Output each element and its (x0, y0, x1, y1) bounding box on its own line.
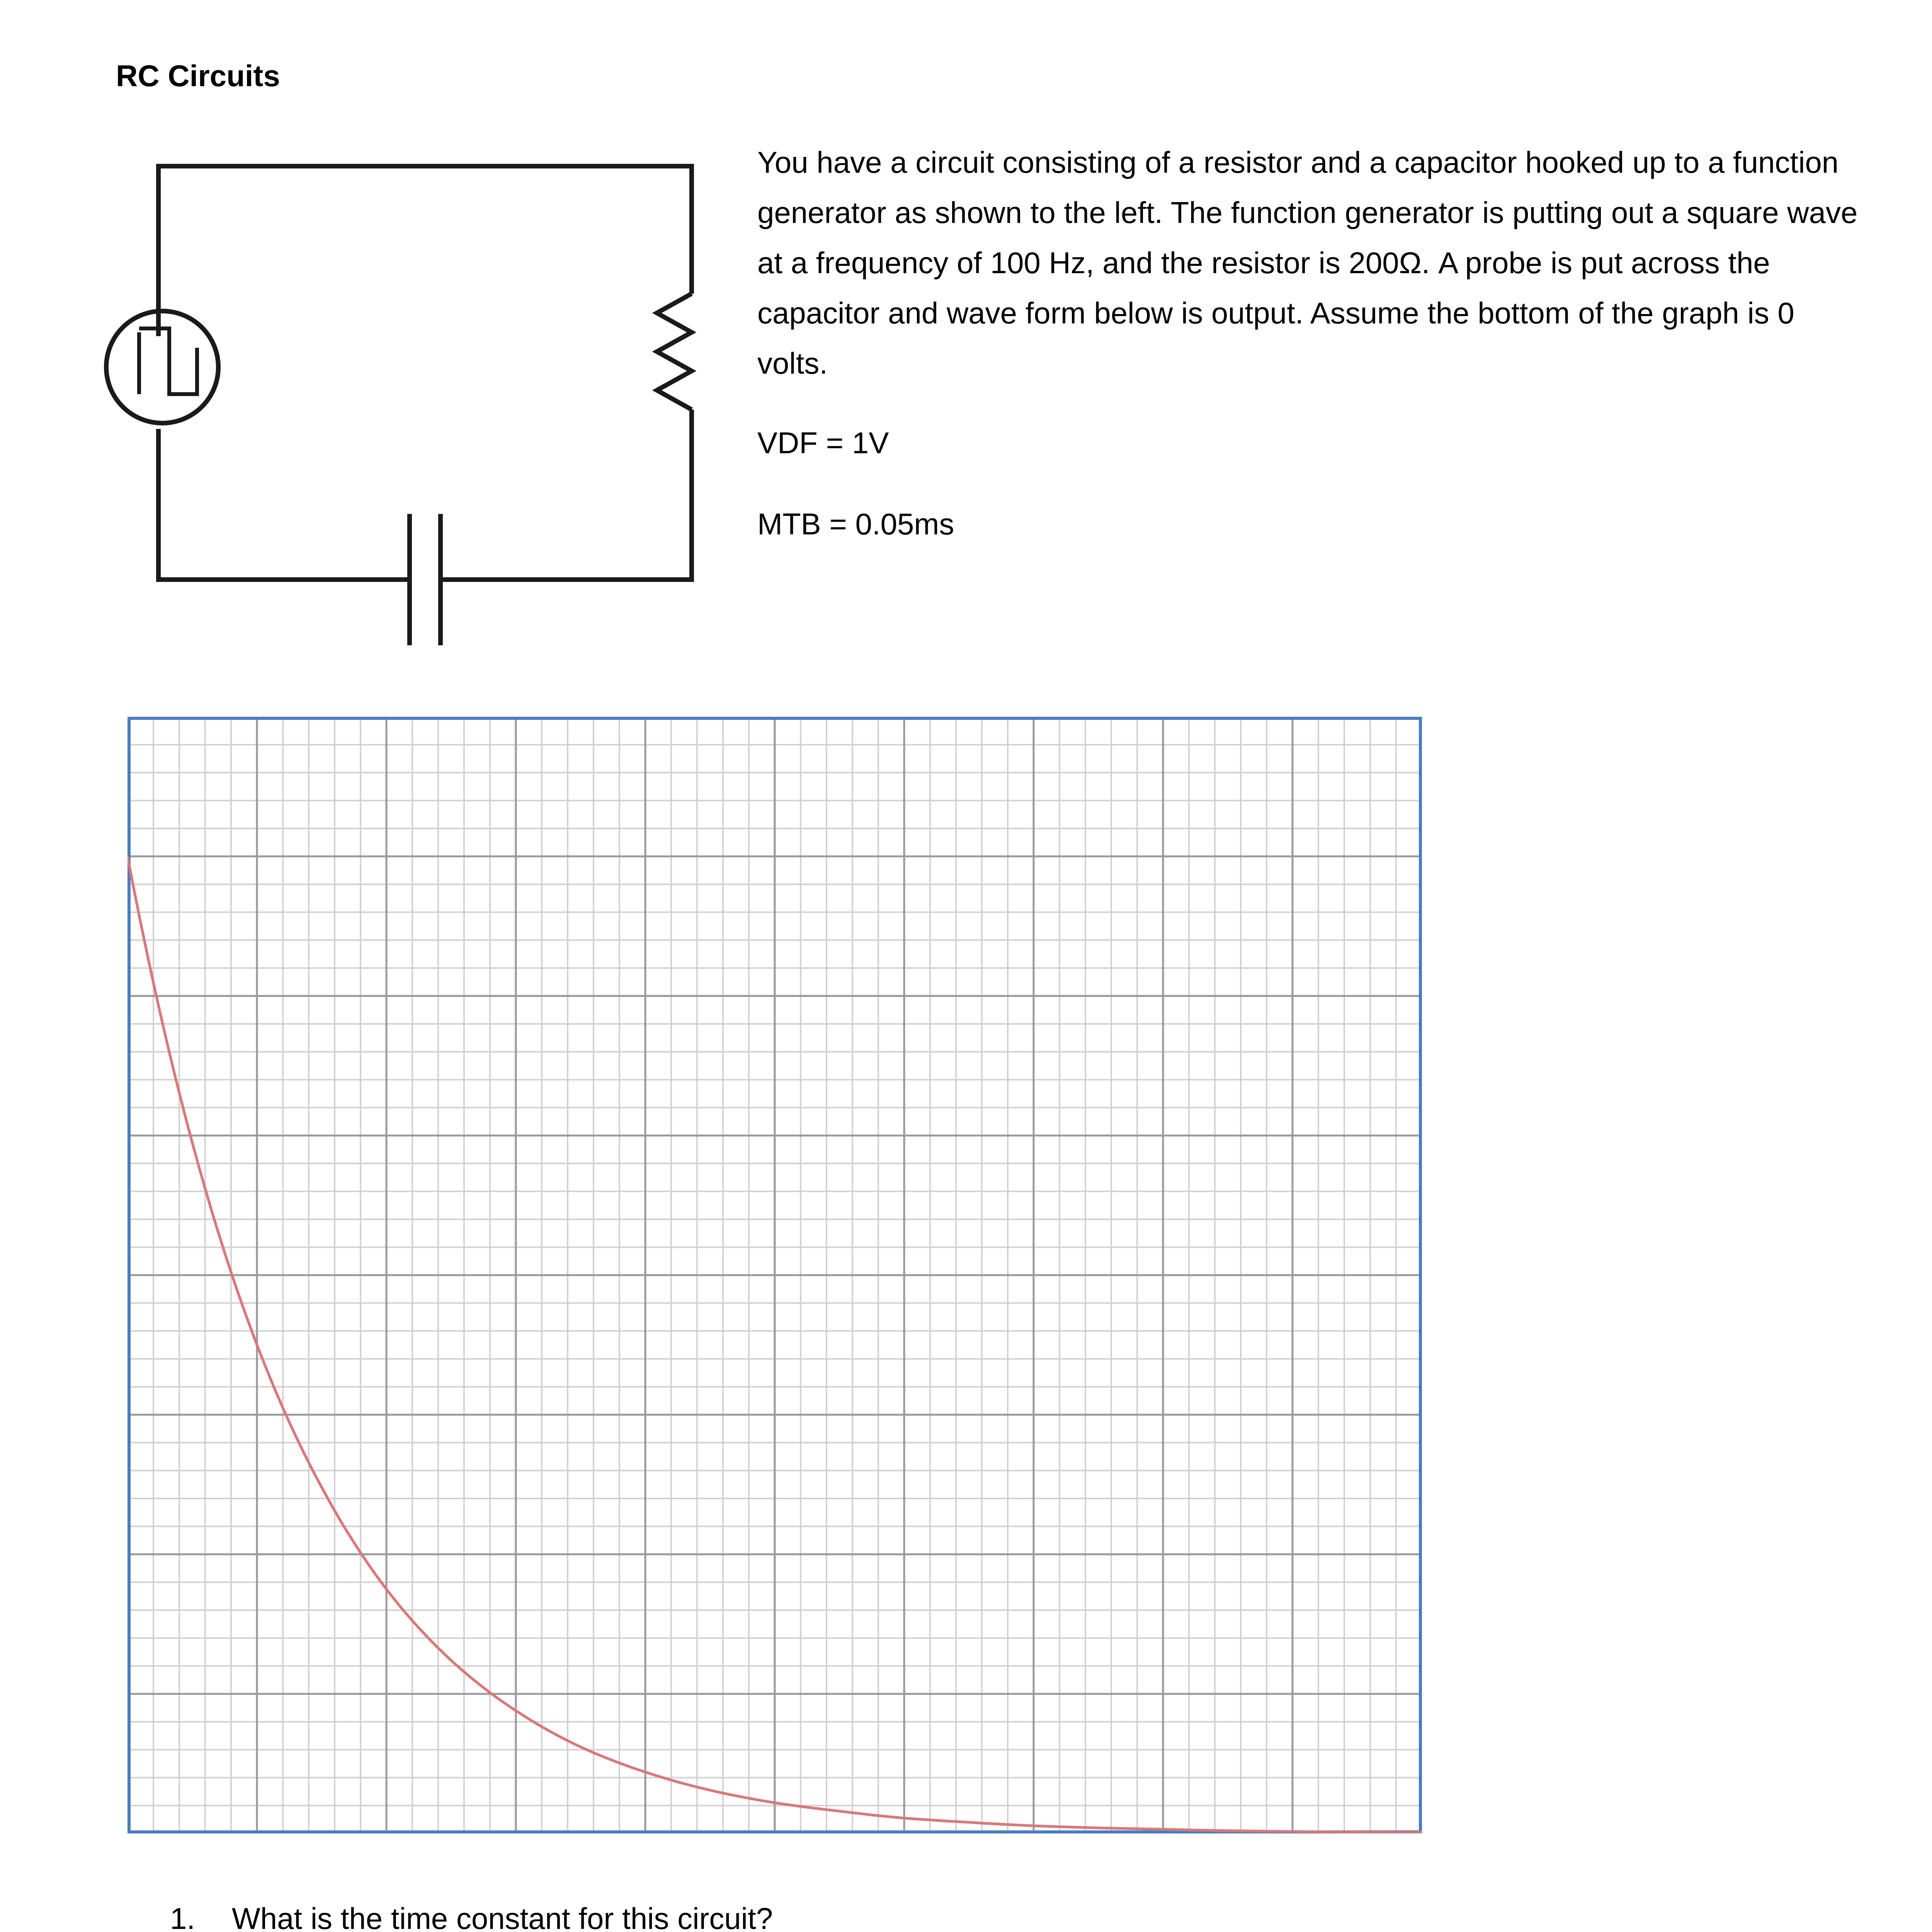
question-1 (170, 1893, 1870, 1932)
circuit-wire (158, 166, 692, 336)
circuit-wire (158, 429, 410, 580)
vdf-setting: VDF = 1V (757, 426, 889, 460)
mtb-setting: MTB = 0.05ms (757, 507, 954, 541)
page-title: RC Circuits (116, 59, 280, 93)
problem-description (757, 137, 1859, 388)
question-number: 1. (170, 1901, 196, 1932)
circuit-wire (518, 410, 692, 580)
square-wave-icon (139, 328, 197, 394)
rc-circuit-diagram (93, 147, 719, 665)
resistor-icon (657, 294, 692, 410)
question-text: What is the time constant for this circuit? (232, 1901, 773, 1932)
oscilloscope-graph (128, 717, 1422, 1833)
problem-text: You have a circuit consisting of a resistor and a capacitor hooked up to a function generator as shown to the left. The function generator is putting out a square wave at a frequency of 100 Hz, and the resistor is 200Ω. A probe is put across the capacitor and wave form below is output. Assume the bottom of the graph is 0 volts. (757, 145, 1858, 380)
